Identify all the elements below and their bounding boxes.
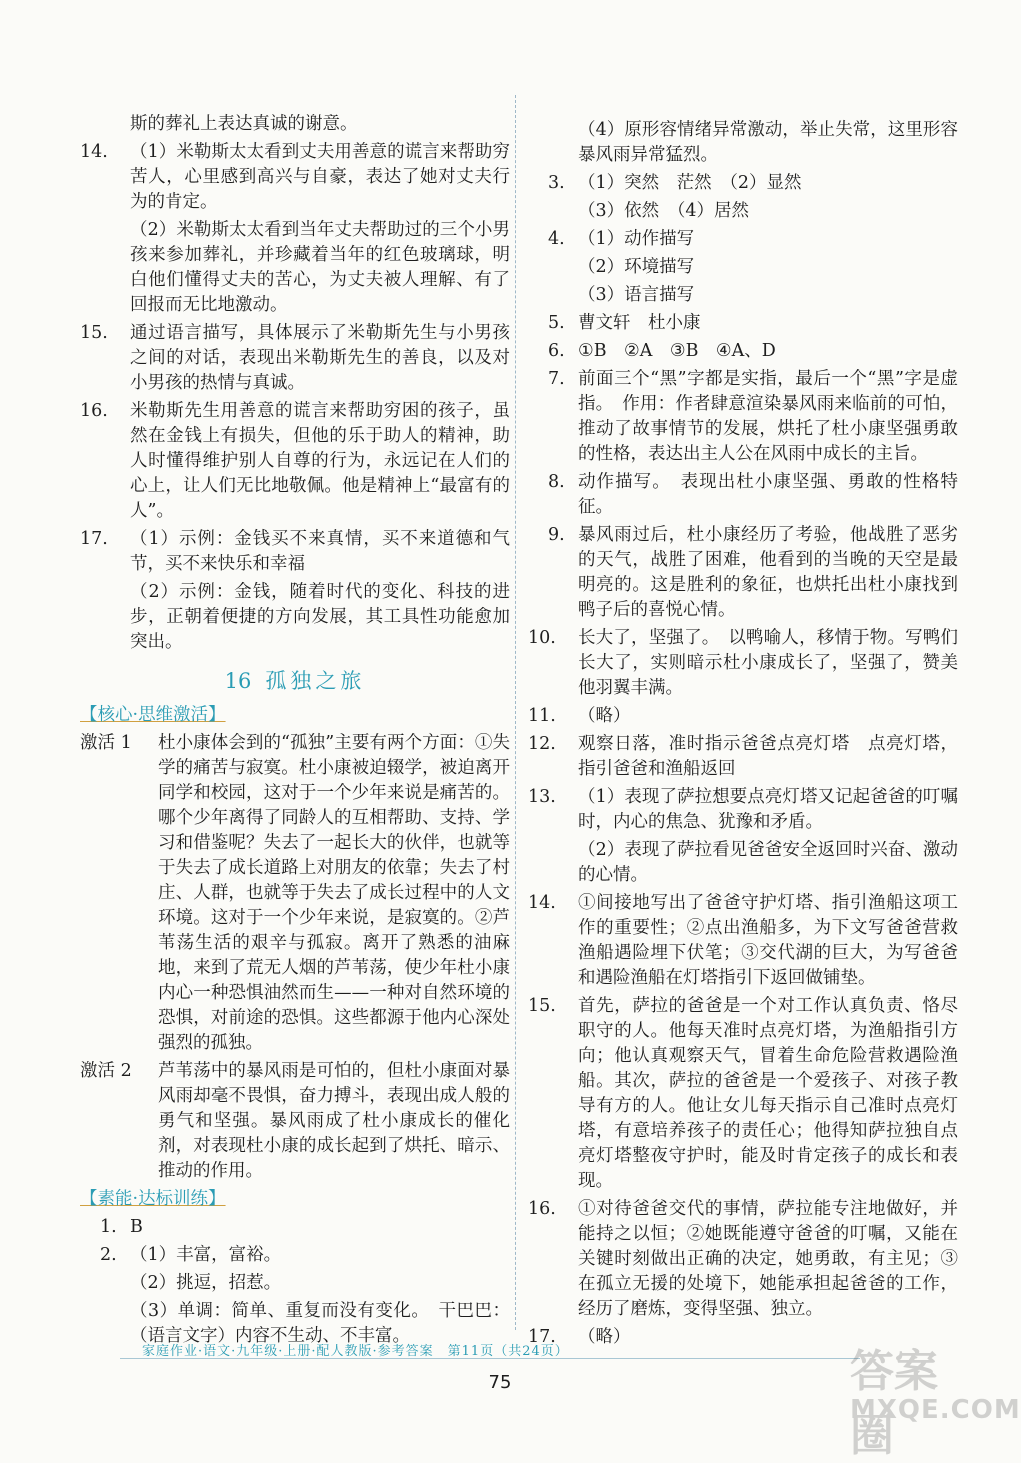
continued-text: （4）原形容情绪异常激动，举止失常，这里形容暴风雨异常猛烈。 <box>578 120 958 165</box>
answer-14 <box>528 891 958 991</box>
answer-5 <box>528 311 958 336</box>
answer-number: 16. <box>80 401 108 421</box>
answer-text: （1）表现了萨拉想要点亮灯塔又记起爸爸的叮嘱时，内心的焦急、犹豫和矛盾。 <box>578 787 958 832</box>
answer-text: ①对待爸爸交代的事情，萨拉能专注地做好，并能持之以恒；②她既能遵守爸爸的叮嘱，又能在关键时刻做出正确的决定，她勇敢，有主见；③在孤立无援的处境下，她能承担起爸爸的工作，经历了磨炼，变得坚强、独立。 <box>578 1199 958 1319</box>
answer-13-part2: （2）表现了萨拉看见爸爸安全返回时兴奋、激动的心情。 <box>578 840 958 885</box>
activation-text: 杜小康体会到的“孤独”主要有两个方面：①失学的痛苦与寂寞。杜小康被迫辍学，被迫离开同学和校园，这对于一个少年来说是痛苦的。哪个少年离得了同龄人的互相帮助、支持、学习和借鉴呢？失去了一起长大的伙伴，也就等于失去了成长道路上对朋友的依靠；失去了村庄、人群，也就等于失去了成长过程中的人文环境。这对于一个少年来说，是寂寞的。②芦苇荡生活的艰辛与孤寂。离开了熟悉的油麻地，来到了荒无人烟的芦苇荡，使少年杜小康内心一种恐惧油然而生——一种对自然环境的恐惧，对前途的恐惧。这些都源于他内心深处强烈的孤独。 <box>158 733 510 1053</box>
continued-text: 斯的葬礼上表达真诚的谢意。 <box>130 114 358 134</box>
footer-rule <box>120 1358 860 1359</box>
answer-number: 10. <box>528 628 556 648</box>
answer-4 <box>528 227 958 252</box>
answer-text: ①B ②A ③B ④A、D <box>578 341 776 361</box>
answer-text: 长大了，坚强了。 以鸭喻人，移情于物。写鸭们长大了，实则暗示杜小康成长了，坚强了，赞美他羽翼丰满。 <box>578 628 958 698</box>
answer-8 <box>528 470 958 520</box>
section-name: 孤独之旅 <box>265 669 366 693</box>
answer-text: 首先，萨拉的爸爸是一个对工作认真负责、恪尽职守的人。他每天准时点亮灯塔，为渔船指引方向；他认真观察天气，冒着生命危险营救遇险渔船。其次，萨拉的爸爸是一个爱孩子、对孩子教导有方的人。他让女儿每天指示自己准时点亮灯塔，有意培养孩子的责任心；他得知萨拉独自点亮灯塔整夜守护时，能及时肯定孩子的成长和表现。 <box>578 996 958 1191</box>
answer-text: B <box>130 1217 143 1237</box>
activation-text: 芦苇荡中的暴风雨是可怕的，但杜小康面对暴风雨却毫不畏惧，奋力搏斗，表现出成人般的勇气和坚强。暴风雨成了杜小康成长的催化剂，对表现杜小康的成长起到了烘托、暗示、推动的作用。 <box>158 1061 510 1181</box>
answer-text: 米勒斯先生用善意的谎言来帮助穷困的孩子，虽然在金钱上有损失，但他的乐于助人的精神，助人时懂得维护别人自尊的行为，永远记在人们的心上，让人们无比地敬佩。他是精神上“最富有的人”。 <box>130 401 510 521</box>
answer-15 <box>80 321 510 396</box>
activation-1 <box>80 731 510 1056</box>
answer-number: 14. <box>80 142 108 162</box>
left-column <box>80 112 510 1352</box>
answer-number: 17. <box>528 1327 556 1347</box>
answer-number: 9. <box>548 525 565 545</box>
answer-text: ①间接地写出了爸爸守护灯塔、指引渔船这项工作的重要性；②点出渔船多，为下文写爸爸营救渔船遇险埋下伏笔；③交代湖的巨大，为写爸爸和遇险渔船在灯塔指引下返回做铺垫。 <box>578 893 958 988</box>
answer-number: 13. <box>528 787 556 807</box>
answer-text: 通过语言描写，具体展示了米勒斯先生与小男孩之间的对话，表现出米勒斯先生的善良，以及对小男孩的热情与真诚。 <box>130 323 510 393</box>
answer-number: 17. <box>80 529 108 549</box>
answer-text: 曹文轩 杜小康 <box>578 313 701 333</box>
answer-2-line2: （2）挑逗，招惹。 <box>130 1273 282 1293</box>
answer-number: 1. <box>100 1217 117 1237</box>
answer-number: 2. <box>100 1245 117 1265</box>
section-title <box>80 665 510 695</box>
answer-number: 15. <box>528 996 556 1016</box>
answer-12 <box>528 732 958 782</box>
answer-text: 暴风雨过后，杜小康经历了考验，他战胜了恶劣的天气，战胜了困难，他看到的当晚的天空是最明亮的。这是胜利的象征，也烘托出杜小康找到鸭子后的喜悦心情。 <box>578 525 958 620</box>
answer-14-part2: （2）米勒斯太太看到当年丈夫帮助过的三个小男孩来参加葬礼，并珍藏着当年的红色玻璃球，明白他们懂得丈夫的苦心，为丈夫被人理解、有了回报而无比地激动。 <box>130 220 510 315</box>
answer-10 <box>528 626 958 701</box>
answer-text: （1）示例：金钱买不来真情，买不来道德和气节，买不来快乐和幸福 <box>130 529 510 574</box>
footer-caption: 家庭作业·语文·九年级·上册·配人教版·参考答案 第11页（共24页） <box>142 1344 569 1359</box>
answer-number: 5. <box>548 313 565 333</box>
answer-text: （1）米勒斯太太看到丈夫用善意的谎言来帮助穷苦人，心里感到高兴与自豪，表达了她对丈夫行为的肯定。 <box>130 142 510 212</box>
section-header-core: 【核心·思维激活】 <box>80 705 226 725</box>
answer-7 <box>528 367 958 467</box>
answer-16 <box>80 399 510 524</box>
answer-text: （略） <box>578 1327 631 1347</box>
answer-3 <box>528 171 958 196</box>
activation-label: 激活 2 <box>80 1061 132 1081</box>
answer-number: 11. <box>528 706 556 726</box>
answer-number: 15. <box>80 323 108 343</box>
answer-number: 16. <box>528 1199 556 1219</box>
column-divider <box>515 95 516 1330</box>
answer-text: （1）突然 茫然 （2）显然 <box>578 173 802 193</box>
section-number: 16 <box>224 669 252 693</box>
watermark-logo <box>850 1335 1021 1461</box>
activation-label: 激活 1 <box>80 733 132 753</box>
answer-4-line2: （2）环境描写 <box>578 257 695 277</box>
answer-3-line2: （3）依然 （4）居然 <box>578 201 750 221</box>
answer-4-line3: （3）语言描写 <box>578 285 695 305</box>
answer-2-line3: （3）单调：简单、重复而没有变化。 干巴巴：（语言文字）内容不生动、不丰富。 <box>130 1301 510 1346</box>
answer-17-part2: （2）示例：金钱，随着时代的变化、科技的进步，正朝着便捷的方向发展，其工具性功能愈加突出。 <box>130 582 510 652</box>
answer-number: 4. <box>548 229 565 249</box>
section-header-training: 【素能·达标训练】 <box>80 1189 226 1209</box>
activation-2 <box>80 1059 510 1184</box>
answer-2 <box>80 1243 510 1268</box>
answer-15 <box>528 994 958 1194</box>
answer-11 <box>528 704 958 729</box>
watermark-text: 答案圈 <box>850 1346 938 1461</box>
answer-number: 14. <box>528 893 556 913</box>
answer-number: 12. <box>528 734 556 754</box>
answer-9 <box>528 523 958 623</box>
answer-1 <box>80 1215 510 1240</box>
answer-number: 6. <box>548 341 565 361</box>
answer-text: （1）丰富，富裕。 <box>130 1245 282 1265</box>
answer-text: （略） <box>578 706 631 726</box>
answer-number: 3. <box>548 173 565 193</box>
page-number: 75 <box>488 1372 512 1393</box>
answer-16 <box>528 1197 958 1322</box>
answer-number: 7. <box>548 369 565 389</box>
answer-number: 8. <box>548 472 565 492</box>
answer-14 <box>80 140 510 215</box>
answer-text: 前面三个“黑”字都是实指，最后一个“黑”字是虚指。 作用：作者肆意渲染暴风雨来临前的可怕，推动了故事情节的发展，烘托了杜小康坚强勇敢的性格，表达出主人公在风雨中成长的主旨。 <box>578 369 958 464</box>
answer-text: （1）动作描写 <box>578 229 695 249</box>
watermark-url: MXQE.COM <box>850 1395 1021 1425</box>
right-column <box>528 118 958 1353</box>
answer-6 <box>528 339 958 364</box>
answer-text: 动作描写。 表现出杜小康坚强、勇敢的性格特征。 <box>578 472 958 517</box>
answer-17 <box>80 527 510 577</box>
answer-13 <box>528 785 958 835</box>
answer-text: 观察日落，准时指示爸爸点亮灯塔 点亮灯塔，指引爸爸和渔船返回 <box>578 734 958 779</box>
